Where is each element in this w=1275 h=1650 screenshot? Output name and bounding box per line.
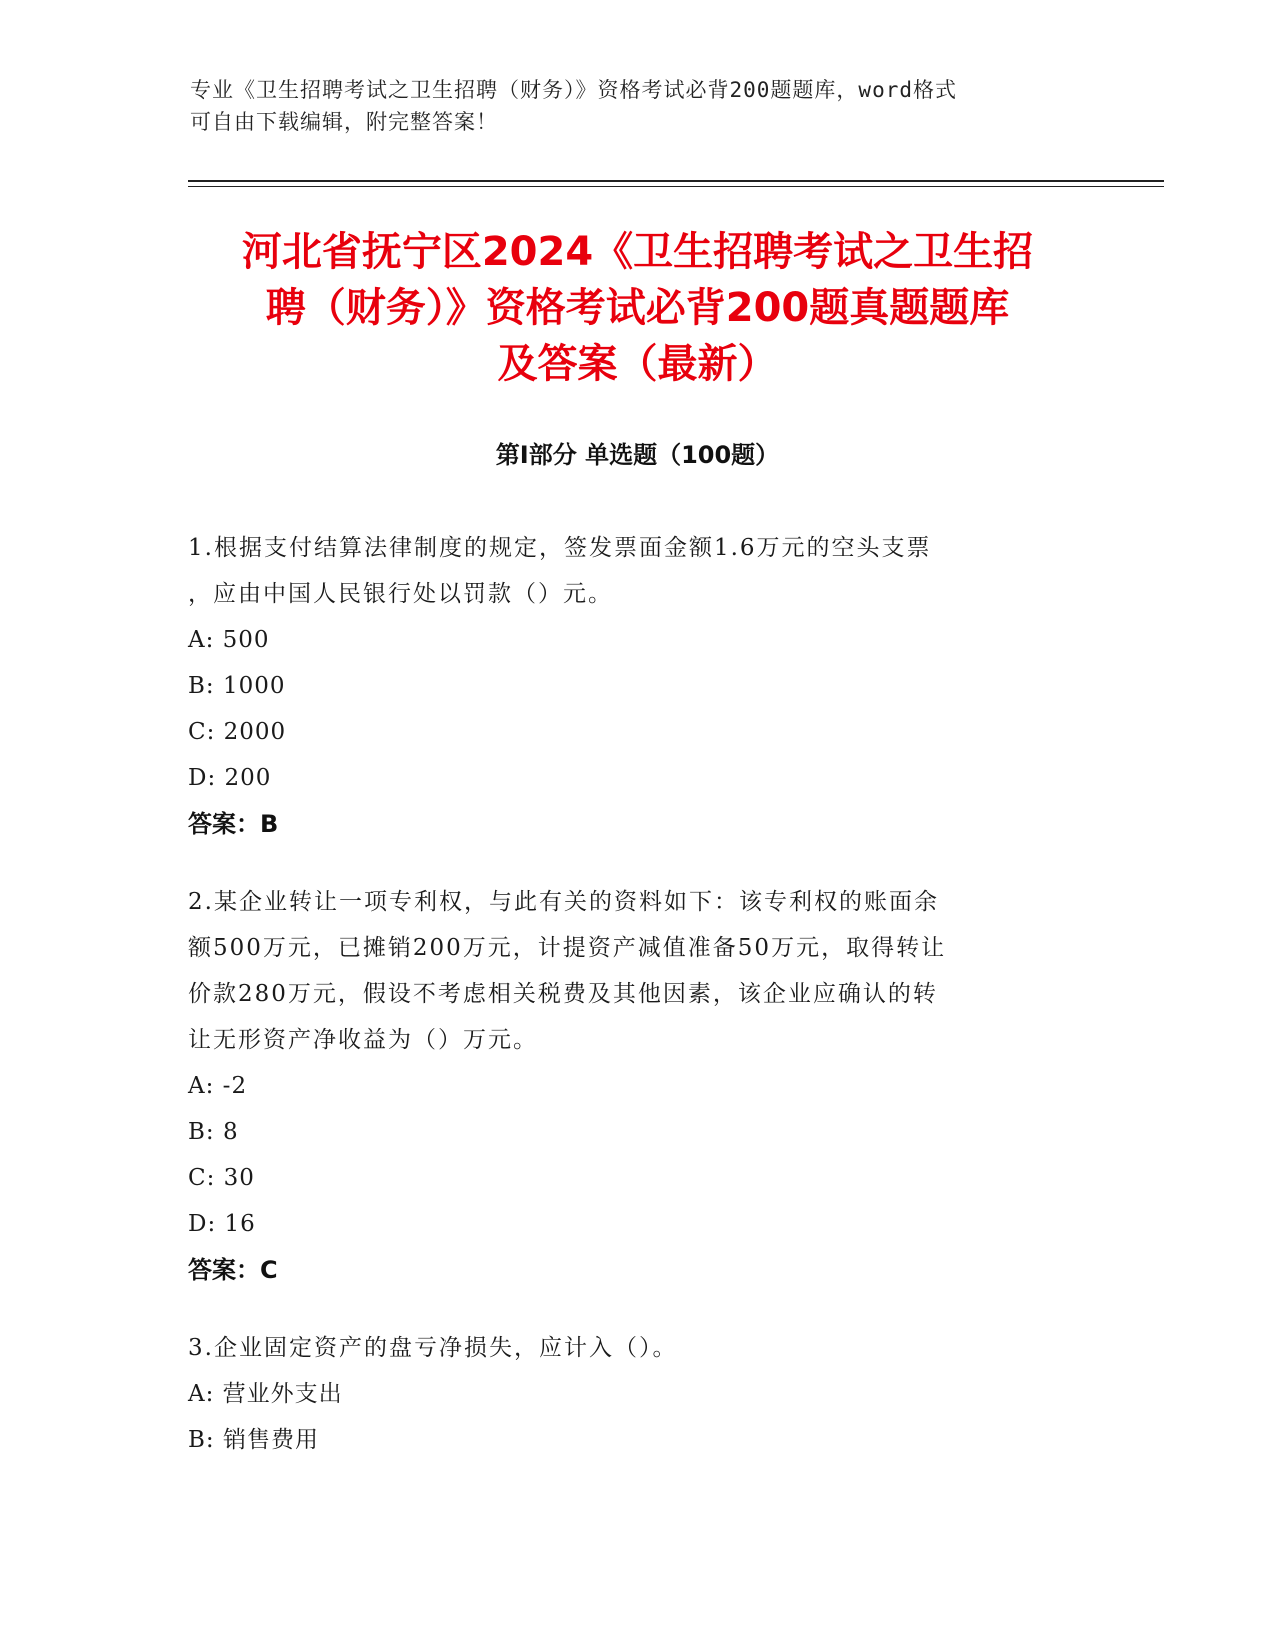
question-stem-line: 1.根据支付结算法律制度的规定，签发票面金额1.6万元的空头支票 xyxy=(188,535,932,561)
answer: 答案：C xyxy=(188,1256,278,1284)
question-stem-line: 2.某企业转让一项专利权，与此有关的资料如下：该专利权的账面余 xyxy=(188,889,939,915)
option-c: C: 2000 xyxy=(188,719,287,745)
option-d: D: 16 xyxy=(188,1211,256,1237)
option-a: A: 营业外支出 xyxy=(188,1381,343,1407)
header-divider-thin xyxy=(188,186,1164,187)
question-list xyxy=(188,525,1078,1495)
document-title-line-1: 河北省抚宁区2024《卫生招聘考试之卫生招 xyxy=(241,229,1034,275)
question-2 xyxy=(188,879,1078,1293)
document-title-line-2: 聘（财务）》资格考试必背200题真题题库 xyxy=(265,285,1010,331)
section-heading: 第I部分 单选题（100题） xyxy=(495,441,780,469)
header-note-line-1: 专业《卫生招聘考试之卫生招聘（财务）》资格考试必背200题题库，word格式 xyxy=(190,78,957,102)
header-divider-thick xyxy=(188,180,1164,182)
question-stem-line: 价款280万元，假设不考虑相关税费及其他因素，该企业应确认的转 xyxy=(188,981,938,1007)
option-a: A: 500 xyxy=(188,627,270,653)
question-stem-line: 让无形资产净收益为（）万元。 xyxy=(188,1027,538,1053)
option-b: B: 8 xyxy=(188,1119,239,1145)
question-1 xyxy=(188,525,1078,847)
option-b: B: 销售费用 xyxy=(188,1427,319,1453)
option-c: C: 30 xyxy=(188,1165,255,1191)
question-stem-line: 3.企业固定资产的盘亏净损失，应计入（）。 xyxy=(188,1335,678,1361)
document-title xyxy=(160,224,1115,392)
option-b: B: 1000 xyxy=(188,673,286,699)
document-title-line-3: 及答案（最新） xyxy=(497,341,778,387)
question-3 xyxy=(188,1325,1078,1463)
header-note xyxy=(190,74,1070,138)
header-note-line-2: 可自由下载编辑，附完整答案！ xyxy=(190,110,498,134)
option-d: D: 200 xyxy=(188,765,272,791)
question-stem-line: 额500万元，已摊销200万元，计提资产减值准备50万元，取得转让 xyxy=(188,935,947,961)
question-stem-line: ，应由中国人民银行处以罚款（）元。 xyxy=(188,581,613,607)
answer: 答案：B xyxy=(188,810,279,838)
option-a: A: -2 xyxy=(188,1073,248,1099)
